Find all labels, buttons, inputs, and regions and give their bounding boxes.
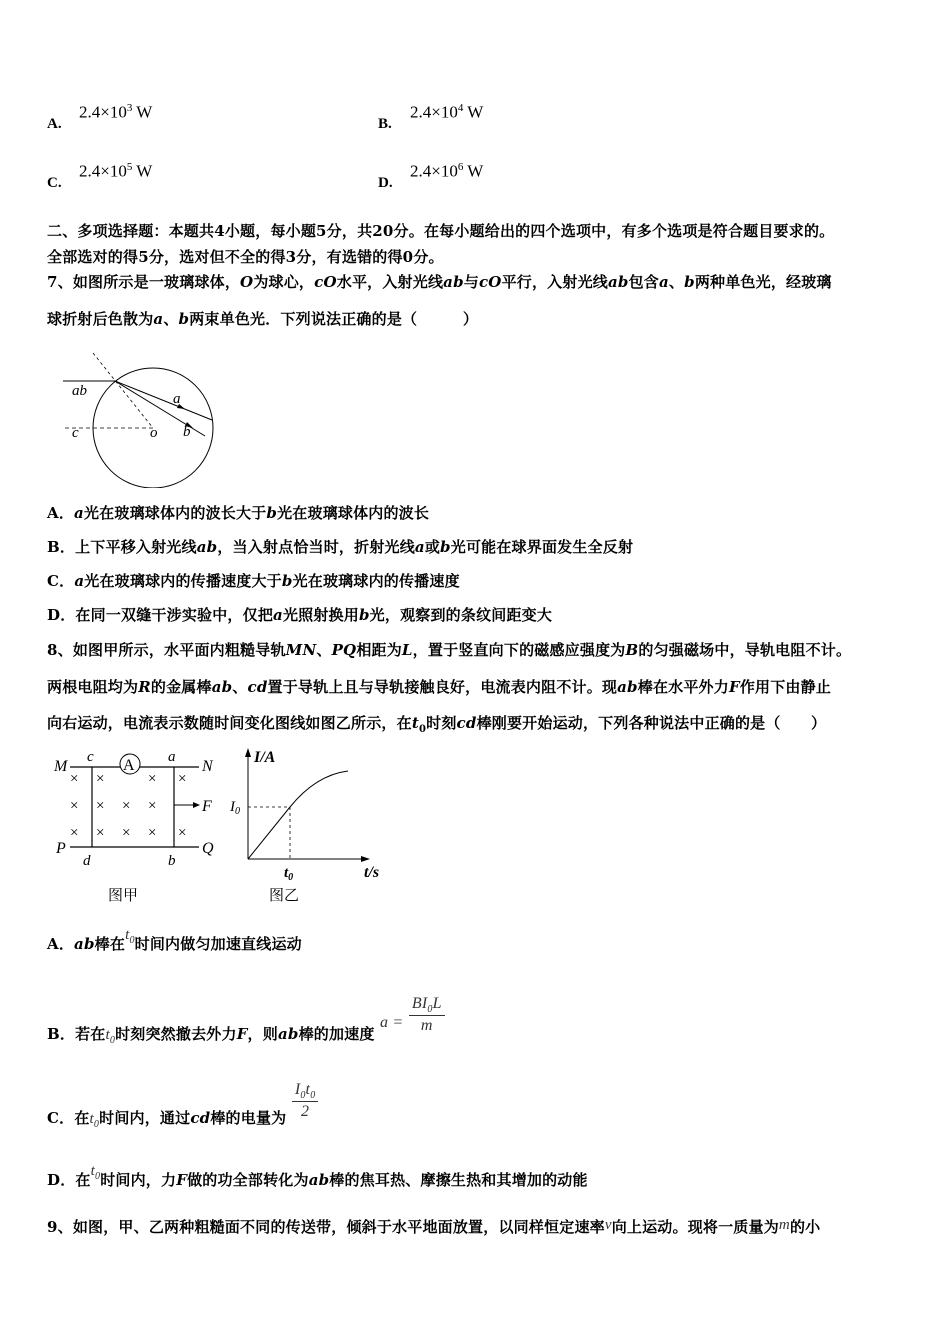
normal-dashed <box>93 353 153 428</box>
svg-text:×: × <box>178 771 187 787</box>
svg-text:×: × <box>178 825 187 841</box>
label-P: P <box>56 840 66 857</box>
option-c-unit: W <box>136 161 153 181</box>
label-F: F <box>202 798 212 815</box>
q7-line1: 7、如图所示是一玻璃球体，O为球心，cO水平，入射光线ab与cO平行，入射光线ab包含a、b两种单色光，经玻璃 <box>47 273 832 291</box>
q8-line2: 两根电阻均为R的金属棒ab、cd置于导轨上且与导轨接触良好，电流表内阻不计。现ab棒在水平外力F作用下由静止 <box>47 678 832 696</box>
svg-text:×: × <box>96 798 105 814</box>
option-d-exp: 6 <box>457 161 464 173</box>
I0-label: $I_0$ <box>230 799 240 817</box>
q8-line3: 向右运动，电流表示数随时间变化图线如图乙所示，在$t_0$时刻cd棒刚要开始运动，下列各种说法中正确的是（ ） <box>47 714 827 735</box>
section2-line2: 全部选对的得5分，选对但不全的得3分，有选错的得0分。 <box>47 248 444 266</box>
q7-glass-sphere-figure <box>55 348 230 488</box>
label-c: c <box>87 749 94 765</box>
svg-text:×: × <box>70 771 79 787</box>
option-a-exp: 3 <box>126 102 133 114</box>
q8-b-fraction: $\frac{BI_0L}{m}$ <box>409 995 445 1035</box>
option-d-formula: $2.4\times 10^6$ W <box>410 161 484 181</box>
x-label: t/s <box>364 864 380 881</box>
q8-option-c: C．在$t_0$时间内，通过cd棒的电量为 $\frac{I_0t_0}{2}$ <box>47 1071 318 1111</box>
q7-option-c: C．a光在玻璃球内的传播速度大于b光在玻璃球内的传播速度 <box>47 572 460 590</box>
option-c-mantissa: 2.4 <box>79 161 101 181</box>
option-d-mantissa: 2.4 <box>410 161 432 181</box>
q8-option-d: D．在$t_0$时间内，力F做的功全部转化为ab棒的焦耳热、摩擦生热和其增加的动能 <box>47 1163 588 1189</box>
y-label: I/A <box>254 749 276 766</box>
label-b: b <box>183 424 191 440</box>
caption-jia: 图甲 <box>108 888 139 904</box>
option-a-letter: A. <box>47 116 62 132</box>
x-arrow <box>361 856 370 862</box>
svg-text:×: × <box>148 771 157 787</box>
label-ab: ab <box>72 383 87 399</box>
svg-text:×: × <box>70 798 79 814</box>
q9-line1: 9、如图，甲、乙两种粗糙面不同的传送带，倾斜于水平地面放置，以同样恒定速率v向上运动。现将一质量为m的小 <box>47 1217 821 1236</box>
y-arrow <box>245 748 251 757</box>
option-b-exp: 4 <box>457 102 464 114</box>
q7-option-d: D．在同一双缝干涉实验中，仅把a光照射换用b光，观察到的条纹间距变大 <box>47 606 553 624</box>
option-c-formula: $2.4\times 10^5$ W <box>79 161 153 181</box>
option-d-letter: D. <box>378 175 393 191</box>
q7-option-b: B．上下平移入射光线ab，当入射点恰当时，折射光线a或b光可能在球界面发生全反射 <box>47 538 634 556</box>
svg-text:×: × <box>122 825 131 841</box>
label-c: c <box>72 425 79 441</box>
q8-figure-jia <box>52 745 227 910</box>
svg-text:×: × <box>122 798 131 814</box>
label-d: d <box>83 853 91 869</box>
label-a: a <box>173 391 181 407</box>
option-b-unit: W <box>467 102 484 122</box>
svg-text:×: × <box>70 825 79 841</box>
caption-yi: 图乙 <box>269 888 300 904</box>
option-a-unit: W <box>136 102 153 122</box>
option-a-formula: $2.4\times 10^3$ W <box>79 102 153 122</box>
label-M: M <box>54 758 68 775</box>
magnetic-field-crosses <box>70 771 186 841</box>
svg-text:×: × <box>148 798 157 814</box>
option-b-mantissa: 2.4 <box>410 102 432 122</box>
svg-text:×: × <box>148 825 157 841</box>
option-d-unit: W <box>467 161 484 181</box>
q8-figure-yi <box>228 745 393 910</box>
section2-line1: 二、多项选择题：本题共4小题，每小题5分，共20分。在每小题给出的四个选项中，有多个选项是符合题目要求的。 <box>47 222 835 240</box>
q7-line2: 球折射后色散为a、b两束单色光．下列说法正确的是（ ） <box>47 310 479 328</box>
force-arrowhead <box>193 802 200 808</box>
q8-c-fraction: $\frac{I_0t_0}{2}$ <box>292 1081 319 1121</box>
label-b: b <box>168 853 176 869</box>
svg-text:×: × <box>96 825 105 841</box>
option-c-exp: 5 <box>126 161 133 173</box>
q8-option-a: A．ab棒在$t_0$时间内做匀加速直线运动 <box>47 927 302 953</box>
q7-option-a: A．a光在玻璃球体内的波长大于b光在玻璃球体内的波长 <box>47 504 430 522</box>
label-o: o <box>150 425 158 441</box>
label-a: a <box>168 749 176 765</box>
option-b-formula: $2.4\times 10^4$ W <box>410 102 484 122</box>
label-Q: Q <box>202 840 214 857</box>
refracted-ray-a <box>115 381 212 420</box>
q8-option-b: B．若在$t_0$时刻突然撤去外力F，则ab棒的加速度 a = $\frac{BI_0L}{m}$ <box>47 985 445 1025</box>
ammeter-label: A <box>123 757 135 774</box>
q8-line1: 8、如图甲所示，水平面内粗糙导轨MN、PQ相距为L，置于竖直向下的磁感应强度为B的匀强磁场中，导轨电阻不计。 <box>47 641 852 659</box>
option-b-letter: B. <box>378 116 392 132</box>
current-curve <box>248 771 348 859</box>
option-a-mantissa: 2.4 <box>79 102 101 122</box>
label-N: N <box>202 758 213 775</box>
t0-label: $t_0$ <box>284 865 294 883</box>
svg-text:×: × <box>96 771 105 787</box>
option-c-letter: C. <box>47 175 62 191</box>
